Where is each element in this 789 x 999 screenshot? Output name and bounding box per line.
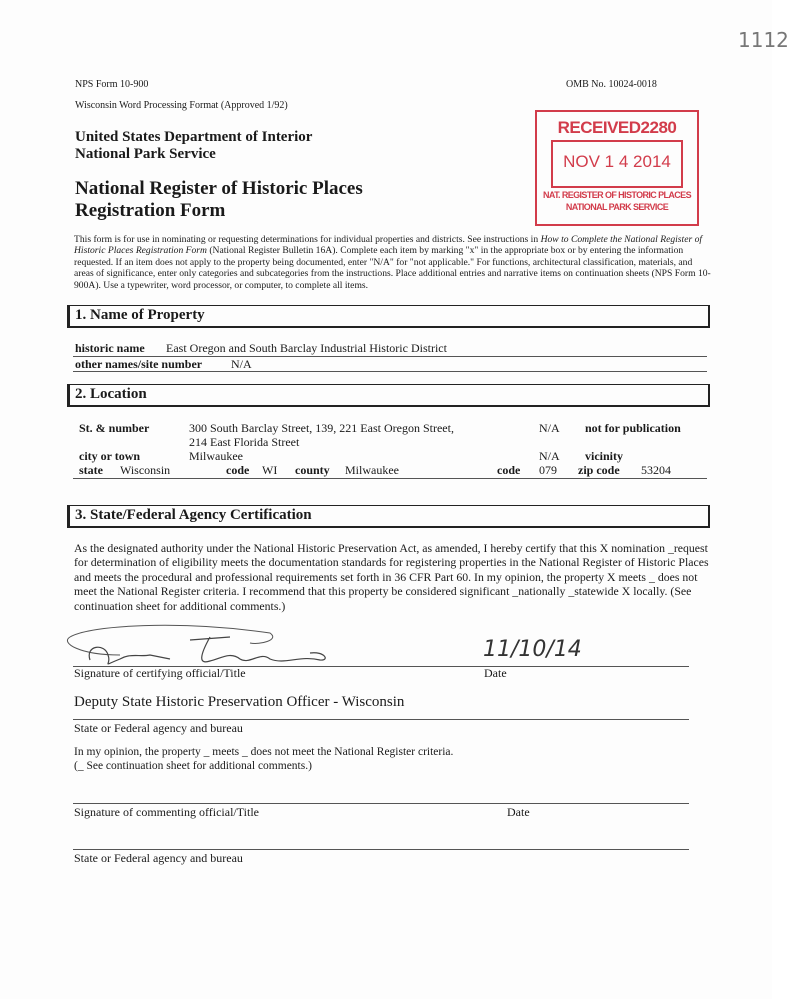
city-value: Milwaukee (189, 449, 243, 463)
historic-name-label: historic name (75, 341, 145, 355)
instructions (74, 234, 714, 291)
format-note: Wisconsin Word Processing Format (Approved 1/92) (75, 100, 288, 111)
signature-label: Signature of certifying official/Title (74, 666, 246, 680)
county-code-label: code (497, 463, 521, 477)
zip-value: 53204 (641, 463, 671, 477)
department: United States Department of Interior (75, 129, 313, 145)
instructions-text: This form is for use in nominating or requesting determinations for individual properties and districts. See instructions in (74, 234, 541, 245)
instructions-title: How to Complete the National Register of Historic Places Registration Form (74, 234, 703, 257)
state-code-label: code (226, 463, 250, 477)
section-heading: 2. Location (75, 386, 147, 402)
stamp-date: NOV 1 4 2014 (563, 152, 671, 171)
opinion-line-1: In my opinion, the property _ meets _ does not meet the National Register criteria. (74, 746, 454, 758)
section-heading: 3. State/Federal Agency Certification (75, 507, 312, 523)
date-label: Date (484, 666, 507, 680)
city-label: city or town (79, 449, 141, 463)
historic-name-value: East Oregon and South Barclay Industrial Historic District (166, 341, 447, 355)
vicinity-value: N/A (539, 449, 560, 463)
section-2-header (67, 384, 710, 407)
section-1-header (67, 305, 710, 328)
section-3-header (67, 505, 710, 528)
state-label: state (79, 463, 103, 477)
page-title: National Register of Historic Places (75, 178, 363, 199)
received-stamp (535, 110, 699, 226)
nfp-value: N/A (539, 421, 560, 435)
nfp-label: not for publication (585, 421, 681, 435)
official-title: Deputy State Historic Preservation Officer - Wisconsin (74, 694, 405, 710)
agency: National Park Service (75, 146, 216, 162)
stamp-line1: NAT. REGISTER OF HISTORIC PLACES (543, 190, 691, 200)
street-value-2: 214 East Florida Street (189, 435, 300, 449)
instructions-text-2: (National Register Bulletin 16A). Complete each item by marking "x" in the appropriate box or by entering the information requested. If an item does not apply to the property being documented, enter "N/A" for "not applicable." For functions, architectural classification, materials, and areas of significance, enter only categories and subcategories from the instructions. Place additional entries and narrative items on continuation sheets (NPS Form 10-900A). Use a typewriter, word processor, or computer, to complete all items. (74, 245, 711, 291)
opinion-line-2: (_ See continuation sheet for additional comments.) (74, 760, 312, 772)
section-heading: 1. Name of Property (75, 307, 205, 323)
stamp-line2: NATIONAL PARK SERVICE (565, 202, 669, 212)
county-value: Milwaukee (345, 463, 399, 477)
state-code-value: WI (262, 463, 278, 477)
commenting-bureau-label: State or Federal agency and bureau (74, 851, 243, 865)
signed-date: 11/10/14 (483, 637, 582, 662)
handwritten-annotation: 1112 (738, 28, 789, 52)
street-value-1: 300 South Barclay Street, 139, 221 East Oregon Street, (189, 421, 454, 435)
county-code-value: 079 (539, 463, 557, 477)
stamp-received: RECEIVED2280 (557, 118, 677, 137)
signature-image (60, 615, 350, 670)
bureau-label: State or Federal agency and bureau (74, 721, 243, 735)
form-number: NPS Form 10-900 (75, 79, 149, 90)
vicinity-label: vicinity (585, 449, 623, 463)
zip-label: zip code (578, 463, 620, 477)
certification-text: As the designated authority under the National Historic Preservation Act, as amended, I hereby certify that this X nomination _request for determination of eligibility meets the documentation standards for registering properties in the National Register of Historic Places and meets the procedural and professional requirements set forth in 36 CFR Part 60. In my opinion, the property X meets _ does not meet the National Register criteria. I recommend that this property be considered significant _nationally _statewide X locally. (See continuation sheet for additional comments.) (74, 541, 709, 613)
other-names-value: N/A (231, 357, 252, 371)
commenting-signature-label: Signature of commenting official/Title (74, 805, 259, 819)
commenting-date-label: Date (507, 805, 530, 819)
county-label: county (295, 463, 330, 477)
other-names-label: other names/site number (75, 357, 203, 371)
street-label: St. & number (79, 421, 150, 435)
omb-number: OMB No. 10024-0018 (566, 79, 657, 90)
page-subtitle: Registration Form (75, 200, 226, 221)
state-value: Wisconsin (120, 463, 171, 477)
